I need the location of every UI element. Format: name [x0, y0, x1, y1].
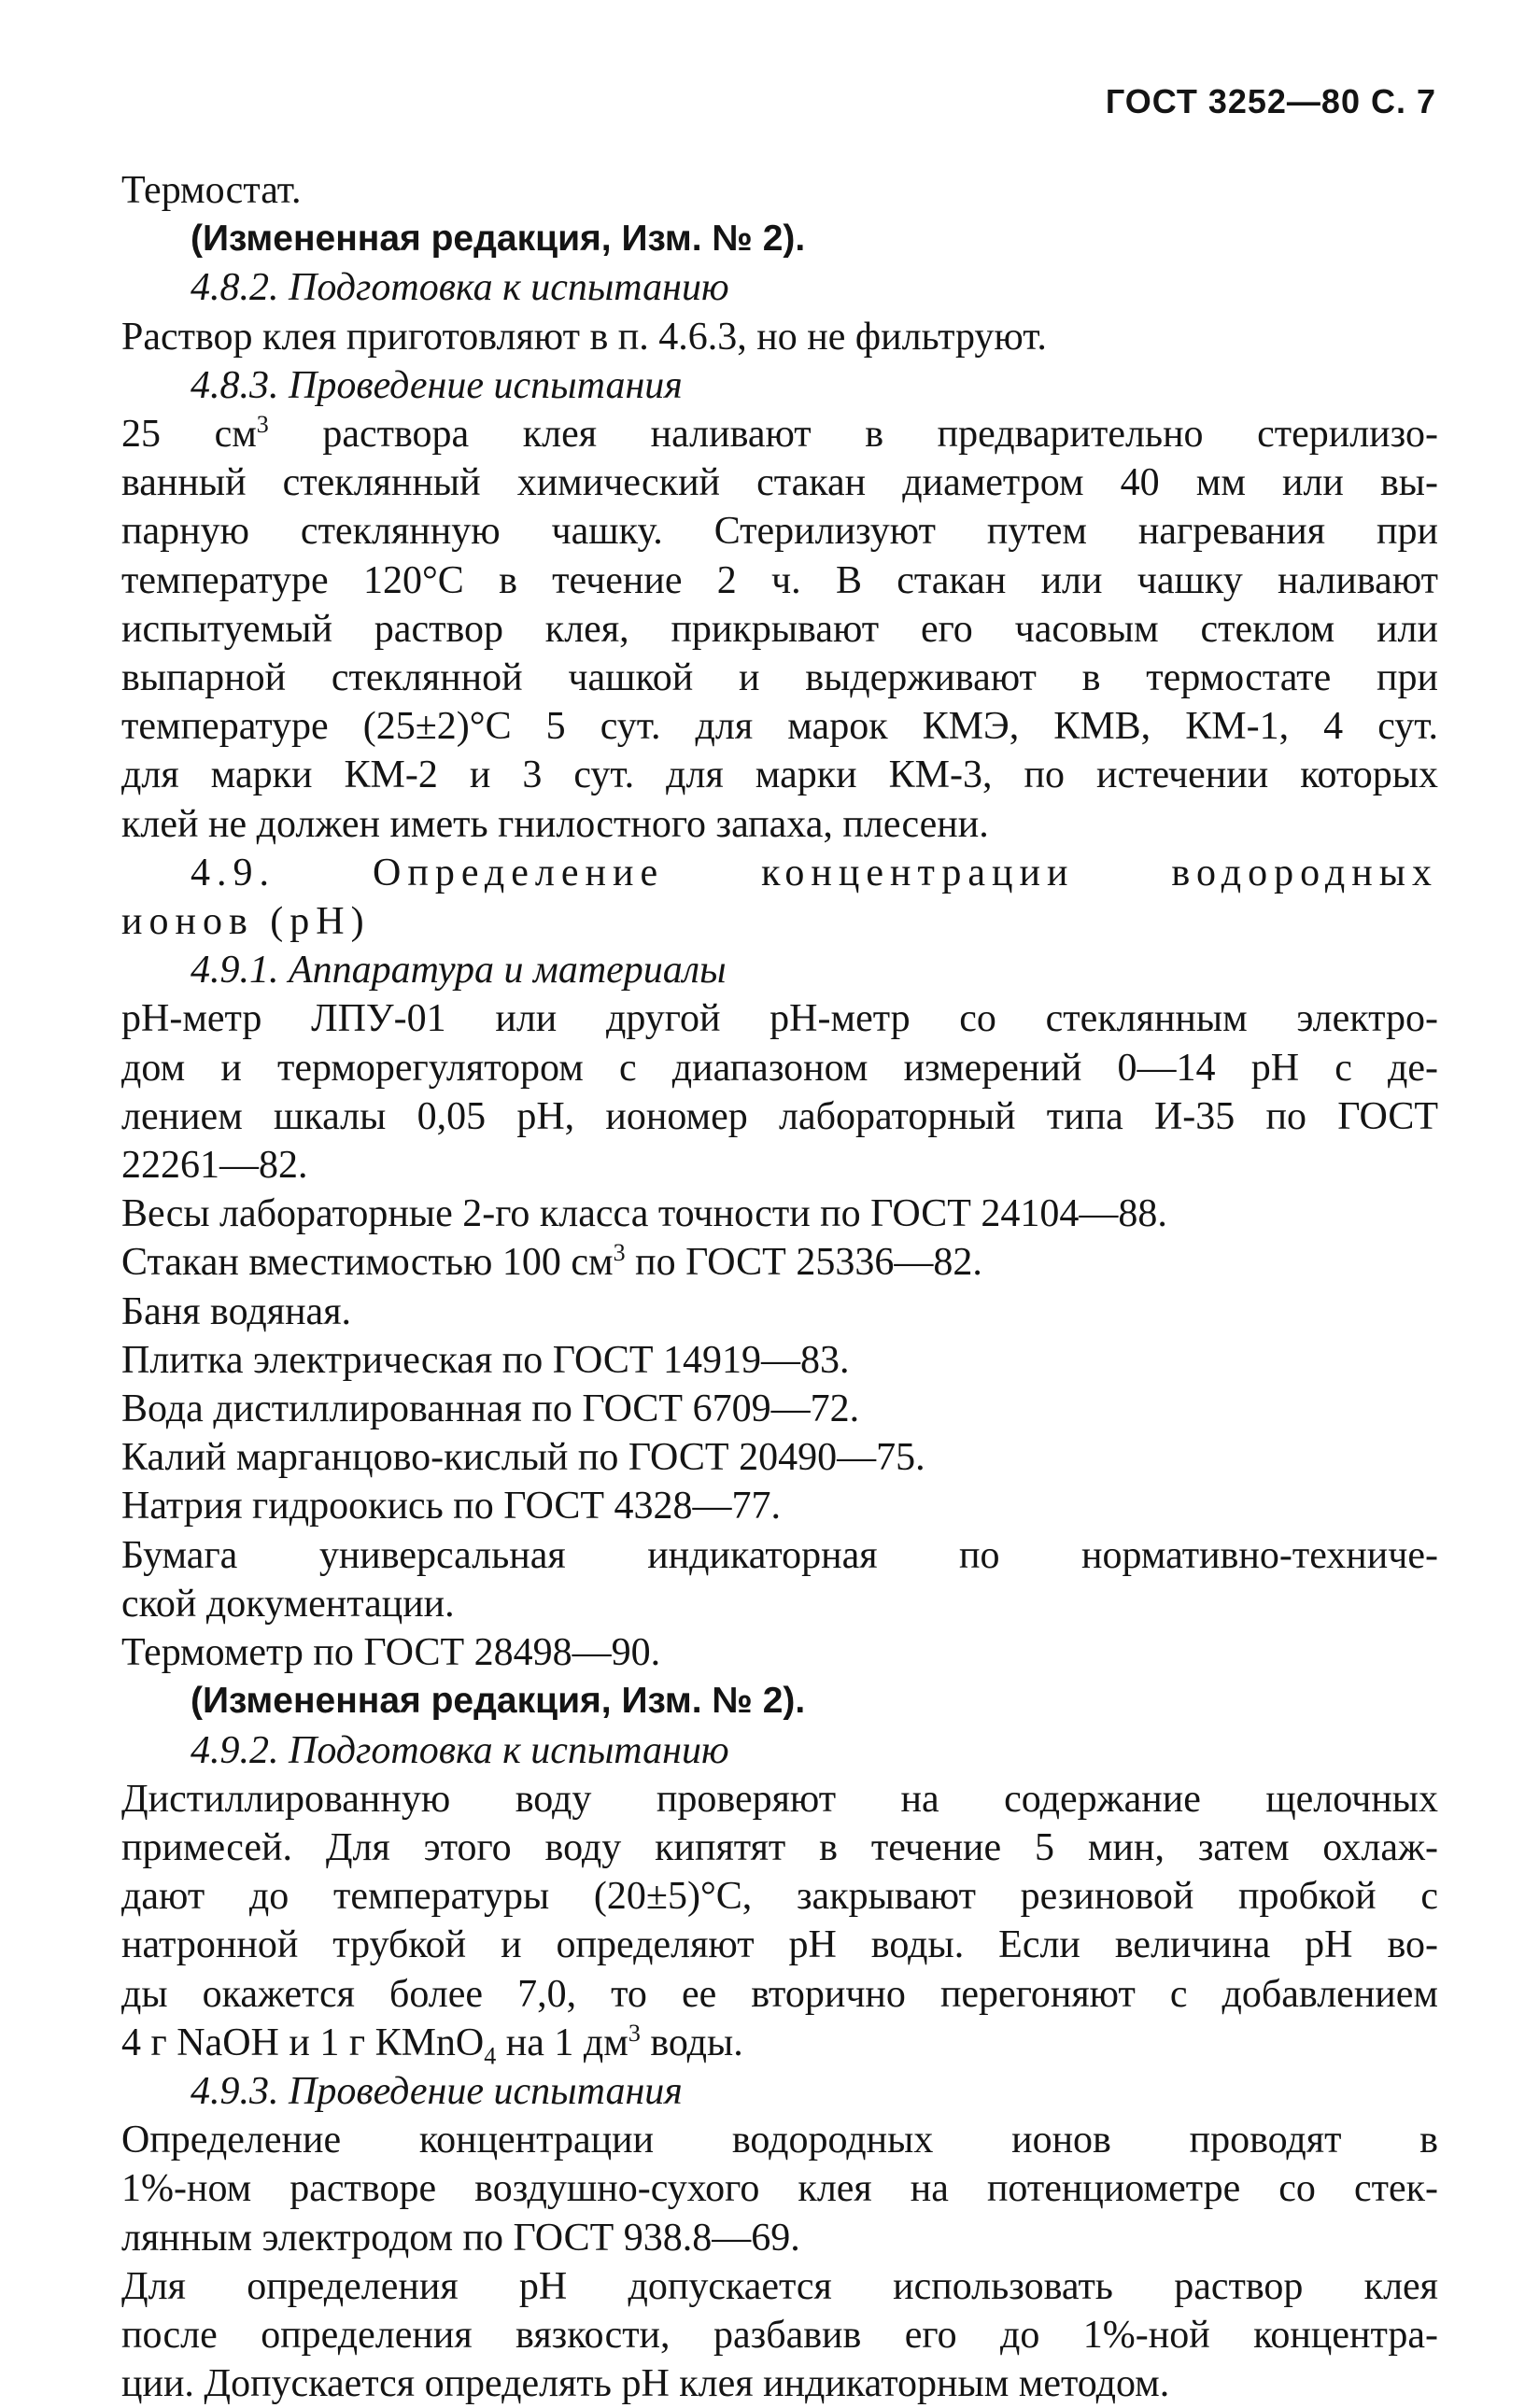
text-line: натронной трубкой и определяют рН воды. Если величина рН во-: [121, 1923, 1438, 1967]
revision-note: (Измененная редакция, Изм. № 2).: [191, 218, 806, 260]
text-line: 1%-ном растворе воздушно-сухого клея на потенциометре со стек-: [121, 2167, 1438, 2211]
section-heading: 4.9.2. Подготовка к испытанию: [191, 1728, 729, 1772]
text-line: температуре 120°С в течение 2 ч. В стакан или чашку наливают: [121, 558, 1438, 602]
text-line: Баня водяная.: [121, 1289, 352, 1333]
text-line: рН-метр ЛПУ-01 или другой рН-метр со стеклянным электро-: [121, 997, 1438, 1041]
section-heading: 4.8.3. Проведение испытания: [191, 363, 683, 407]
text-line: дом и терморегулятором с диапазоном измерений 0—14 рН с де-: [121, 1046, 1438, 1090]
text-line: Определение концентрации водородных ионов проводят в: [121, 2119, 1438, 2162]
text-line: лением шкалы 0,05 рН, иономер лабораторный типа И-35 по ГОСТ: [121, 1094, 1438, 1138]
text-line: Дистиллированную воду проверяют на содержание щелочных: [121, 1777, 1438, 1821]
text-line: Термостат.: [121, 169, 302, 212]
revision-note: (Измененная редакция, Изм. № 2).: [191, 1681, 806, 1722]
text-line: Вода дистиллированная по ГОСТ 6709—72.: [121, 1387, 860, 1431]
section-heading: 4.8.2. Подготовка к испытанию: [191, 266, 729, 310]
text-line: температуре (25±2)°С 5 сут. для марок КМЭ, КМВ, КМ-1, 4 сут.: [121, 705, 1438, 749]
text-line: клей не должен иметь гнилостного запаха, плесени.: [121, 802, 989, 846]
text-line: 22261—82.: [121, 1144, 308, 1188]
text-line: испытуемый раствор клея, прикрывают его часовым стеклом или: [121, 607, 1438, 651]
text-line: ской документации.: [121, 1582, 455, 1626]
text-line: Натрия гидроокись по ГОСТ 4328—77.: [121, 1485, 782, 1528]
text-line: ды окажется более 7,0, то ее вторично перегоняют с добавлением: [121, 1972, 1438, 2016]
text-line: для марки КМ-2 и 3 сут. для марки КМ-3, по истечении которых: [121, 753, 1438, 797]
section-heading: 4.9.1. Аппаратура и материалы: [191, 949, 727, 993]
text-line: Бумага универсальная индикаторная по нормативно-техниче-: [121, 1533, 1438, 1577]
body-text: [121, 166, 1438, 2408]
text-line: примесей. Для этого воду кипятят в течение 5 мин, затем охлаж-: [121, 1825, 1438, 1869]
text-line: Весы лабораторные 2-го класса точности по ГОСТ 24104—88.: [121, 1192, 1167, 1236]
text-line: Стакан вместимостью 100 $см^3$ по ГОСТ 25336—82.: [121, 1239, 982, 1285]
text-line: дают до температуры (20±5)°С, закрывают резиновой пробкой с: [121, 1875, 1438, 1919]
text-line: 25 $см^3$ раствора клея наливают в предварительно стерилизо-: [121, 411, 1438, 457]
text-line: Для определения рН допускается использовать раствор клея: [121, 2264, 1438, 2308]
text-line: ванный стеклянный химический стакан диаметром 40 мм или вы-: [121, 461, 1438, 505]
text-line: Раствор клея приготовляют в п. 4.6.3, но не фильтруют.: [121, 315, 1047, 359]
text-line: парную стеклянную чашку. Стерилизуют путем нагревания при: [121, 510, 1438, 554]
text-line: после определения вязкости, разбавив его до 1%-ной концентра-: [121, 2313, 1438, 2357]
section-heading: 4.9. Определение концентрации водородных: [191, 851, 1438, 894]
text-line: лянным электродом по ГОСТ 938.8—69.: [121, 2216, 800, 2260]
page-header: ГОСТ 3252—80 С. 7: [1105, 82, 1436, 120]
text-line: выпарной стеклянной чашкой и выдерживают в термостате при: [121, 656, 1438, 700]
text-line: Калий марганцово-кислый по ГОСТ 20490—75.: [121, 1436, 925, 1480]
section-heading: 4.9.3. Проведение испытания: [191, 2069, 683, 2113]
text-line: 4 г NaOH и 1 г КMnO$_4$ на 1 $дм^3$ воды.: [121, 2019, 743, 2070]
text-line: Плитка электрическая по ГОСТ 14919—83.: [121, 1338, 850, 1382]
section-heading: ионов (рН): [121, 900, 371, 944]
text-line: Термометр по ГОСТ 28498—90.: [121, 1631, 661, 1675]
text-line: ции. Допускается определять рН клея индикаторным методом.: [121, 2362, 1170, 2406]
